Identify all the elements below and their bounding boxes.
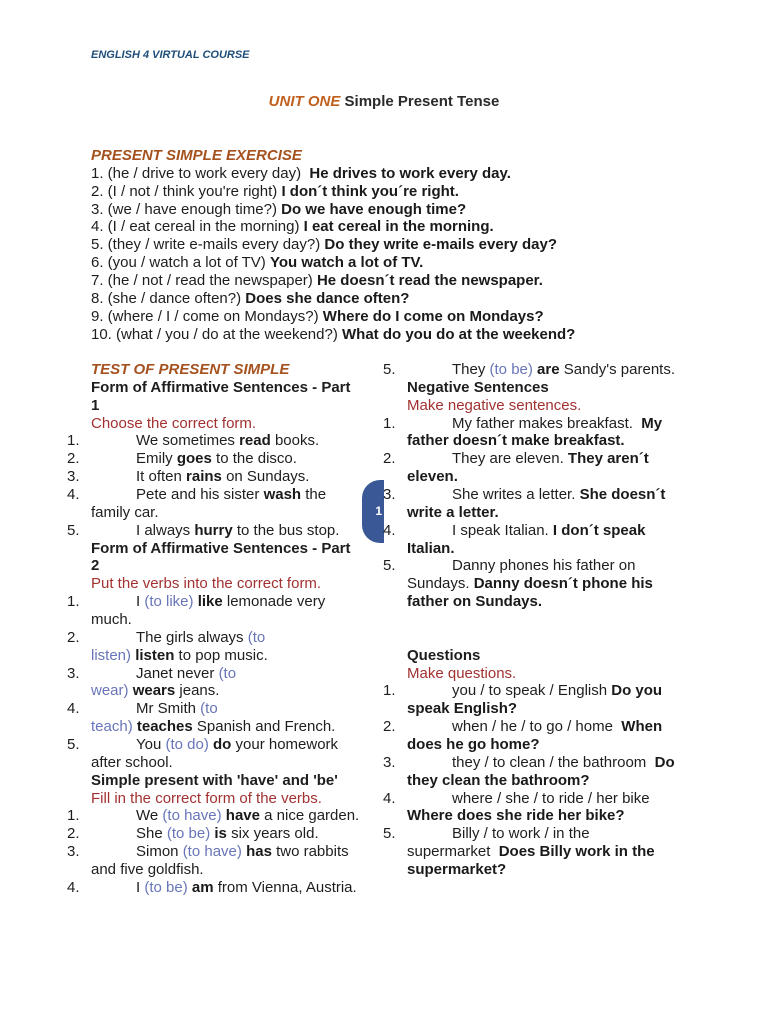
item-text: to the bus stop. [232, 521, 340, 539]
list-item-line [407, 504, 707, 522]
answer-text: father doesn´t make breakfast. [407, 432, 625, 450]
unit-topic: Simple Present Tense [344, 93, 500, 110]
list-item [383, 486, 707, 522]
list-number: 4. [67, 878, 80, 896]
answer-text: father on Sundays. [407, 593, 543, 611]
list-number: 2. [383, 450, 396, 468]
item-text: Simon [136, 843, 183, 861]
list-item [67, 468, 358, 486]
list-item [67, 521, 358, 540]
list-item-line [91, 879, 358, 897]
answer-text: do [213, 736, 232, 754]
exercise-answer: Do we have enough time? [281, 200, 467, 218]
exercise-item [91, 218, 731, 236]
list-item-line [91, 450, 358, 468]
list-item [67, 593, 358, 629]
negative-title: Negative Sentences [407, 378, 549, 396]
list-number: 4. [67, 486, 80, 504]
list-item-line [407, 825, 707, 843]
exercise-answer: He drives to work every day. [309, 164, 511, 182]
item-text: six years old. [226, 825, 319, 843]
exercise-heading: PRESENT SIMPLE EXERCISE [91, 147, 302, 164]
have-be-title: Simple present with 'have' and 'be' [91, 771, 338, 789]
list-number: 4. [67, 700, 80, 718]
page-number: 1 [375, 504, 382, 518]
item-text: You [136, 736, 166, 754]
verb-hint: teach) [91, 718, 137, 736]
answer-text: like [197, 593, 223, 611]
list-item-line [407, 843, 707, 861]
list-item [383, 361, 707, 379]
item-text: Spanish and French. [192, 718, 336, 736]
item-text: and five goldfish. [91, 861, 204, 879]
list-number: 1. [383, 682, 396, 700]
list-item-line [407, 468, 707, 486]
answer-text: hurry [194, 521, 233, 539]
exercise-prompt: 2. (I / not / think you're right) [91, 182, 282, 200]
item-text: I always [136, 521, 195, 539]
list-item [67, 432, 358, 450]
list-item-line [91, 754, 358, 772]
item-text: where / she / to ride / her bike [452, 789, 650, 807]
list-item-line [91, 522, 358, 540]
list-item-line [407, 557, 707, 575]
answer-text: goes [176, 450, 212, 468]
verb-hint: (to have) [182, 843, 247, 861]
list-item-line [407, 450, 707, 468]
item-text: I [136, 878, 145, 896]
item-text: much. [91, 611, 132, 629]
part1-instruction: Choose the correct form. [91, 414, 257, 432]
item-text: two rabbits [271, 843, 349, 861]
list-item-line [91, 611, 358, 629]
verb-hint: (to be) [166, 825, 215, 843]
item-text: after school. [91, 753, 173, 771]
verb-hint: (to have) [162, 807, 226, 825]
list-number: 3. [67, 664, 80, 682]
item-text: your homework [231, 736, 339, 754]
exercise-answer: What do you do at the weekend? [342, 325, 576, 343]
list-item-line [407, 754, 707, 772]
exercise-item [91, 308, 731, 326]
answer-text: write a letter. [407, 503, 499, 521]
answer-text: speak English? [407, 700, 518, 718]
list-number: 2. [67, 825, 80, 843]
list-item-line [91, 629, 358, 647]
item-text: from Vienna, Austria. [213, 878, 357, 896]
exercise-answer: Do they write e-mails every day? [324, 236, 558, 254]
item-text: when / he / to go / home [452, 718, 622, 736]
exercise-item [91, 272, 731, 290]
part2-instruction: Put the verbs into the correct form. [91, 575, 322, 593]
item-text: Janet never [136, 664, 219, 682]
exercise-prompt: 9. (where / I / come on Mondays?) [91, 307, 323, 325]
list-item [67, 807, 360, 825]
list-number: 3. [67, 468, 80, 486]
item-text: they / to clean / the bathroom [452, 753, 655, 771]
exercise-prompt: 3. (we / have enough time?) [91, 200, 282, 218]
item-text: lemonade very [222, 593, 326, 611]
test-right-column [383, 361, 707, 879]
list-item-line [407, 486, 707, 504]
verb-hint: (to [247, 628, 266, 646]
item-text: Sandy's parents. [559, 361, 676, 378]
list-item-line [91, 504, 358, 522]
part1-title: Form of Affirmative Sentences - Part 1 [91, 378, 351, 414]
exercise-answer: I don´t think you´re right. [281, 182, 459, 200]
questions-title: Questions [407, 646, 481, 664]
answer-text: does he go home? [407, 736, 540, 754]
answer-text: Where does she ride her bike? [407, 807, 625, 825]
exercise-item [91, 254, 731, 272]
list-number: 2. [67, 628, 80, 646]
list-item-line [91, 593, 358, 611]
part2-title: Form of Affirmative Sentences - Part 2 [91, 539, 351, 575]
answer-text: I don´t speak [552, 521, 646, 539]
item-text: It often [136, 468, 187, 486]
answer-text: is [214, 825, 227, 843]
exercise-prompt: 10. (what / you / do at the weekend?) [91, 325, 342, 343]
exercise-answer: Does she dance often? [245, 289, 410, 307]
item-text: Danny phones his father on [452, 557, 636, 575]
exercise-prompt: 5. (they / write e-mails every day?) [91, 236, 325, 254]
list-item-line [91, 825, 358, 843]
answer-text: wash [263, 486, 302, 504]
answer-text: eleven. [407, 468, 458, 486]
item-text: Sundays. [407, 575, 474, 593]
item-text: The girls always [136, 628, 248, 646]
list-number: 5. [67, 736, 80, 754]
present-simple-exercise [91, 147, 731, 343]
exercise-prompt: 7. (he / not / read the newspaper) [91, 272, 317, 290]
list-item [383, 718, 707, 754]
answer-text: has [246, 843, 272, 861]
answer-text: am [191, 878, 214, 896]
list-number: 1. [67, 432, 80, 450]
list-item-line [407, 772, 707, 790]
test-heading: TEST OF PRESENT SIMPLE [91, 361, 290, 378]
answer-text: read [239, 432, 271, 450]
list-item-line [407, 736, 707, 754]
list-item [383, 789, 707, 826]
answer-text: Do you [611, 682, 663, 700]
list-number: 1. [67, 593, 80, 611]
list-item [67, 664, 358, 701]
questions-instruction: Make questions. [407, 664, 517, 682]
exercise-item [91, 201, 731, 219]
item-text: Mr Smith [136, 700, 201, 718]
list-item-line [91, 486, 358, 504]
item-text: We sometimes [136, 432, 240, 450]
list-number: 3. [67, 843, 80, 861]
exercise-prompt: 8. (she / dance often?) [91, 289, 246, 307]
list-number: 3. [383, 753, 396, 771]
course-label: ENGLISH 4 VIRTUAL COURSE [91, 49, 250, 61]
item-text: I speak Italian. [452, 521, 553, 539]
list-number: 5. [383, 361, 396, 378]
answer-text: My [641, 414, 663, 432]
answer-text: are [537, 361, 560, 378]
exercise-answer: Where do I come on Mondays? [322, 307, 544, 325]
item-text: to pop music. [174, 646, 268, 664]
item-text: supermarket [407, 843, 499, 861]
list-item-line [91, 647, 358, 665]
list-item-line [91, 468, 358, 486]
item-text: books. [270, 432, 320, 450]
list-item [383, 450, 707, 486]
list-item-line [91, 682, 358, 700]
answer-text: have [225, 807, 260, 825]
item-text: My father makes breakfast. [452, 414, 642, 432]
page-number-tab [362, 480, 384, 543]
answer-text: listen [135, 646, 175, 664]
have-be-instruction: Fill in the correct form of the verbs. [91, 789, 322, 807]
answer-text: teaches [136, 718, 193, 736]
list-item [383, 414, 707, 451]
list-item-line [407, 575, 707, 593]
list-item-line [407, 361, 707, 379]
exercise-prompt: 4. (I / eat cereal in the morning) [91, 218, 304, 236]
list-item [383, 557, 707, 611]
item-text: on Sundays. [221, 468, 310, 486]
list-item [67, 843, 358, 879]
item-text: to the disco. [211, 450, 297, 468]
list-item-line [407, 415, 707, 433]
item-text: Emily [136, 450, 177, 468]
list-item [67, 700, 358, 736]
list-item [383, 753, 707, 790]
answer-text: supermarket? [407, 861, 507, 879]
answer-text: wears [132, 682, 176, 700]
item-text: They are eleven. [452, 450, 568, 468]
unit-title [0, 93, 768, 111]
list-item [67, 450, 358, 468]
verb-hint: (to [200, 700, 218, 718]
answer-text: they clean the bathroom? [407, 771, 590, 789]
item-text: jeans. [175, 682, 220, 700]
list-item-line [91, 665, 358, 683]
list-item [383, 521, 707, 558]
list-number: 2. [67, 450, 80, 468]
list-item-line [407, 861, 707, 879]
item-text: you / to speak / English [452, 682, 612, 700]
list-number: 2. [383, 718, 396, 736]
list-number: 4. [383, 789, 396, 807]
list-item-line [407, 432, 707, 450]
item-text: a nice garden. [259, 807, 360, 825]
unit-number: UNIT ONE [268, 93, 341, 110]
answer-text: rains [186, 468, 222, 486]
list-item [383, 682, 707, 718]
item-text: They [452, 361, 490, 378]
exercise-item [91, 326, 731, 344]
item-text: We [136, 807, 163, 825]
list-item-line [91, 861, 358, 879]
answer-text: Italian. [407, 539, 455, 557]
list-item-line [407, 593, 707, 611]
answer-text: Do [654, 753, 675, 771]
list-number: 4. [383, 521, 396, 539]
test-left-column [67, 361, 360, 897]
item-text: She [136, 825, 167, 843]
exercise-prompt: 6. (you / watch a lot of TV) [91, 254, 270, 272]
answer-text: She doesn´t [579, 486, 666, 504]
list-item [67, 736, 358, 772]
list-item [67, 628, 358, 665]
answer-text: When [621, 718, 663, 736]
list-number: 5. [67, 521, 80, 539]
exercise-item [91, 183, 731, 201]
verb-hint: (to be) [489, 361, 538, 378]
list-item-line [407, 540, 707, 558]
item-text: family car. [91, 503, 159, 521]
answer-text: Does Billy work in the [498, 843, 655, 861]
exercise-answer: He doesn´t read the newspaper. [316, 272, 543, 290]
exercise-item [91, 236, 731, 254]
list-item-line [91, 843, 358, 861]
list-item-line [91, 736, 358, 754]
list-item-line [91, 432, 358, 450]
verb-hint: wear) [91, 682, 133, 700]
exercise-item [91, 290, 731, 308]
exercise-item [91, 165, 731, 183]
list-number: 3. [383, 486, 396, 504]
negative-instruction: Make negative sentences. [407, 396, 582, 414]
list-item-line [407, 807, 707, 825]
answer-text: Danny doesn´t phone his [473, 575, 653, 593]
list-item-line [407, 682, 707, 700]
list-number: 1. [383, 414, 396, 432]
list-item [67, 878, 358, 897]
verb-hint: (to be) [144, 878, 192, 896]
verb-hint: (to do) [165, 736, 214, 754]
exercise-prompt: 1. (he / drive to work every day) [91, 164, 310, 182]
list-item [67, 486, 358, 522]
list-item-line [407, 790, 707, 808]
list-number: 5. [383, 557, 396, 575]
list-item-line [91, 700, 358, 718]
item-text: She writes a letter. [452, 486, 580, 504]
list-item-line [407, 522, 707, 540]
exercise-answer: I eat cereal in the morning. [303, 218, 494, 236]
answer-text: They aren´t [567, 450, 649, 468]
list-item [383, 825, 707, 879]
item-text: Billy / to work / in the [452, 825, 590, 843]
item-text: the [301, 486, 327, 504]
blank-space [407, 611, 707, 647]
exercise-answer: You watch a lot of TV. [269, 254, 424, 272]
verb-hint: listen) [91, 646, 136, 664]
list-number: 5. [383, 825, 396, 843]
item-text: Pete and his sister [136, 486, 264, 504]
list-item-line [91, 807, 358, 825]
verb-hint: (to [218, 664, 237, 682]
list-number: 1. [67, 807, 80, 825]
list-item-line [91, 718, 358, 736]
list-item-line [407, 718, 707, 736]
list-item [67, 825, 358, 843]
verb-hint: (to like) [144, 593, 198, 611]
item-text: I [136, 593, 145, 611]
list-item-line [407, 700, 707, 718]
